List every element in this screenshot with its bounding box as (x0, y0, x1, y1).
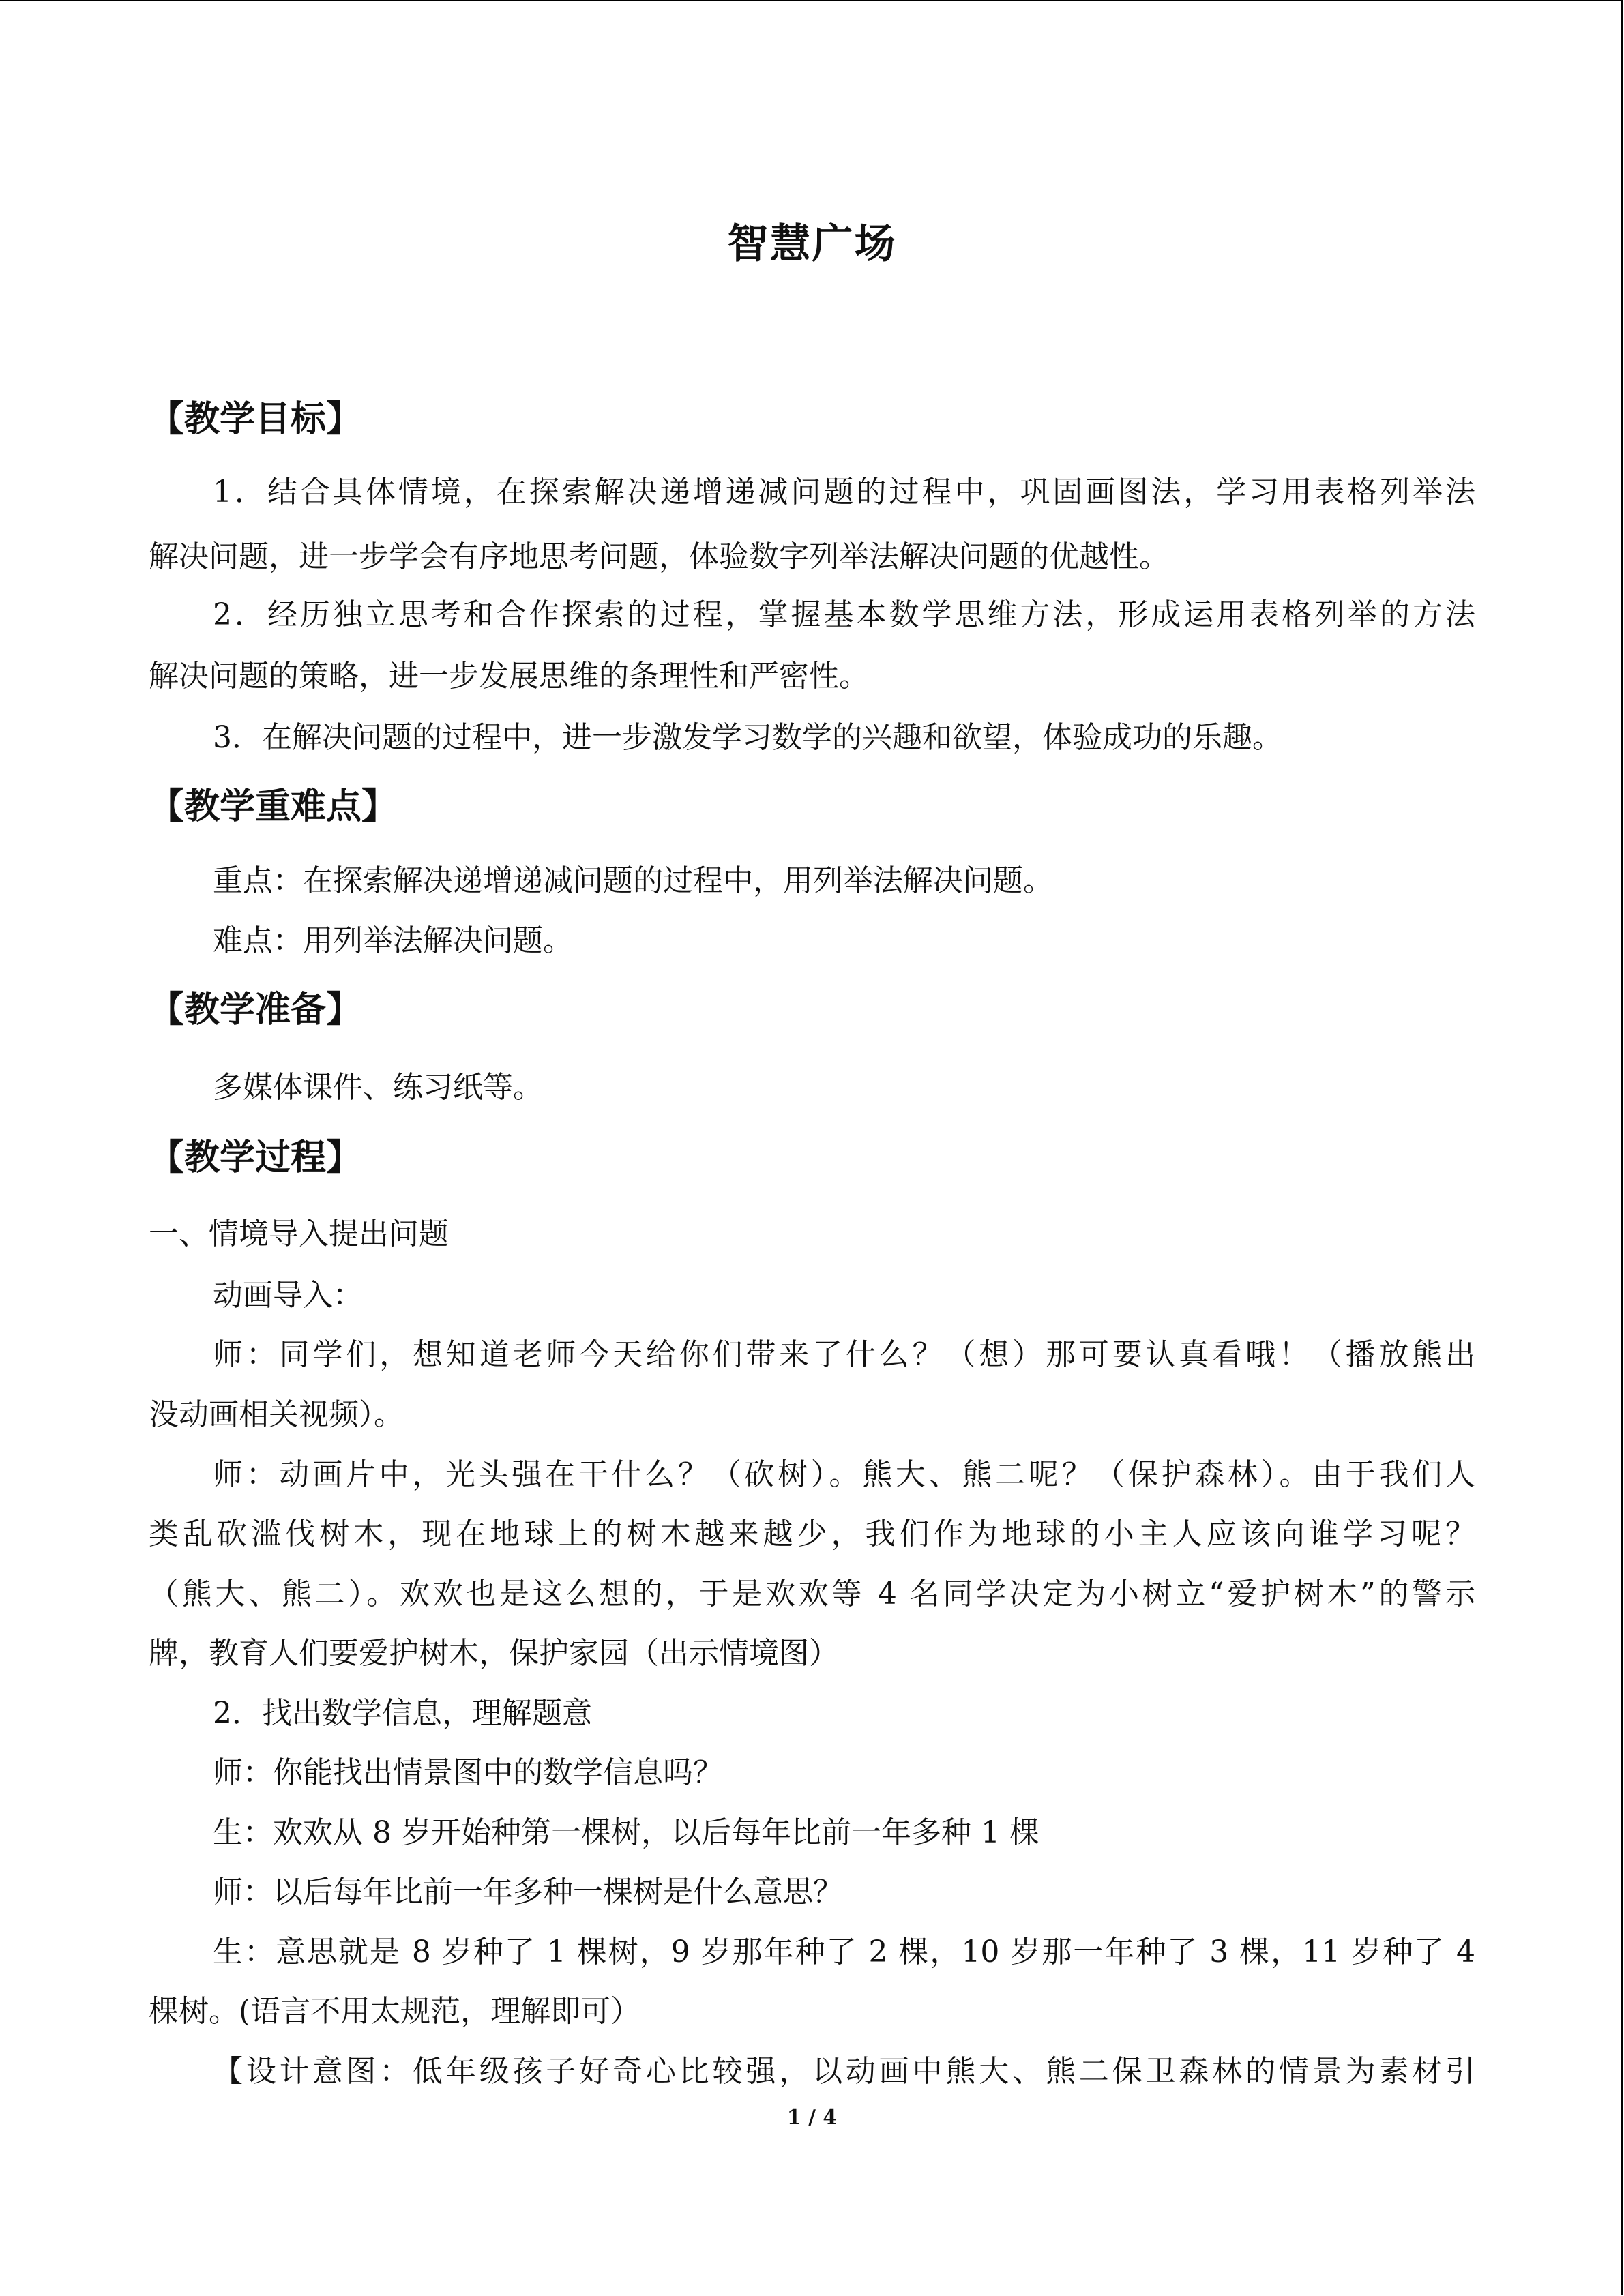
paragraph-line: 2．经历独立思考和合作探索的过程，掌握基本数学思维方法，形成运用表格列举的方法 (213, 597, 1475, 632)
paragraph-line: 难点：用列举法解决问题。 (213, 923, 573, 958)
paragraph-line: 多媒体课件、练习纸等。 (213, 1070, 543, 1105)
paragraph-line: 【设计意图：低年级孩子好奇心比较强，以动画中熊大、熊二保卫森林的情景为素材引 (213, 2054, 1475, 2089)
section-heading-prep: 【教学准备】 (149, 989, 362, 1030)
page-number: 1 / 4 (786, 2106, 838, 2130)
paragraph-line: 动画导入： (213, 1278, 363, 1313)
paragraph-line: 3．在解决问题的过程中，进一步激发学习数学的兴趣和欲望，体验成功的乐趣。 (213, 720, 1282, 755)
paragraph-line: 2．找出数学信息，理解题意 (213, 1696, 592, 1731)
section-heading-goals: 【教学目标】 (149, 399, 362, 440)
paragraph-line: 重点：在探索解决递增递减问题的过程中，用列举法解决问题。 (213, 863, 1053, 898)
paragraph-line: 生：意思就是 8 岁种了 1 棵树，9 岁那年种了 2 棵，10 岁那一年种了 3 棵，11 岁种了 4 (213, 1935, 1475, 1969)
paragraph-line: 没动画相关视频）。 (149, 1397, 404, 1432)
paragraph-line: （熊大、熊二）。欢欢也是这么想的，于是欢欢等 4 名同学决定为小树立“爱护树木”的警示 (149, 1577, 1475, 1611)
document-title: 智慧广场 (727, 220, 897, 268)
paragraph-line: 解决问题，进一步学会有序地思考问题，体验数字列举法解决问题的优越性。 (149, 539, 1169, 574)
paragraph-line: 牌，教育人们要爱护树木，保护家园（出示情境图） (149, 1636, 839, 1671)
section-heading-keypoints: 【教学重难点】 (149, 786, 398, 827)
paragraph-line: 师：同学们，想知道老师今天给你们带来了什么？（想）那可要认真看哦！（播放熊出 (213, 1337, 1475, 1372)
paragraph-line: 生：欢欢从 8 岁开始种第一棵树，以后每年比前一年多种 1 棵 (213, 1815, 1039, 1850)
paragraph-line: 棵树。(语言不用太规范，理解即可） (149, 1994, 641, 2029)
paragraph-line: 一、情境导入提出问题 (149, 1217, 449, 1251)
paragraph-line: 师：动画片中，光头强在干什么？（砍树）。熊大、熊二呢？（保护森林）。由于我们人 (213, 1457, 1475, 1492)
paragraph-line: 解决问题的策略，进一步发展思维的条理性和严密性。 (149, 659, 869, 694)
paragraph-line: 师：你能找出情景图中的数学信息吗？ (213, 1755, 723, 1790)
paragraph-line: 类乱砍滥伐树木，现在地球上的树木越来越少，我们作为地球的小主人应该向谁学习呢？ (149, 1517, 1475, 1551)
paragraph-line: 1．结合具体情境，在探索解决递增递减问题的过程中，巩固画图法，学习用表格列举法 (213, 475, 1475, 509)
paragraph-line: 师：以后每年比前一年多种一棵树是什么意思？ (213, 1875, 843, 1909)
section-heading-process: 【教学过程】 (149, 1137, 362, 1178)
